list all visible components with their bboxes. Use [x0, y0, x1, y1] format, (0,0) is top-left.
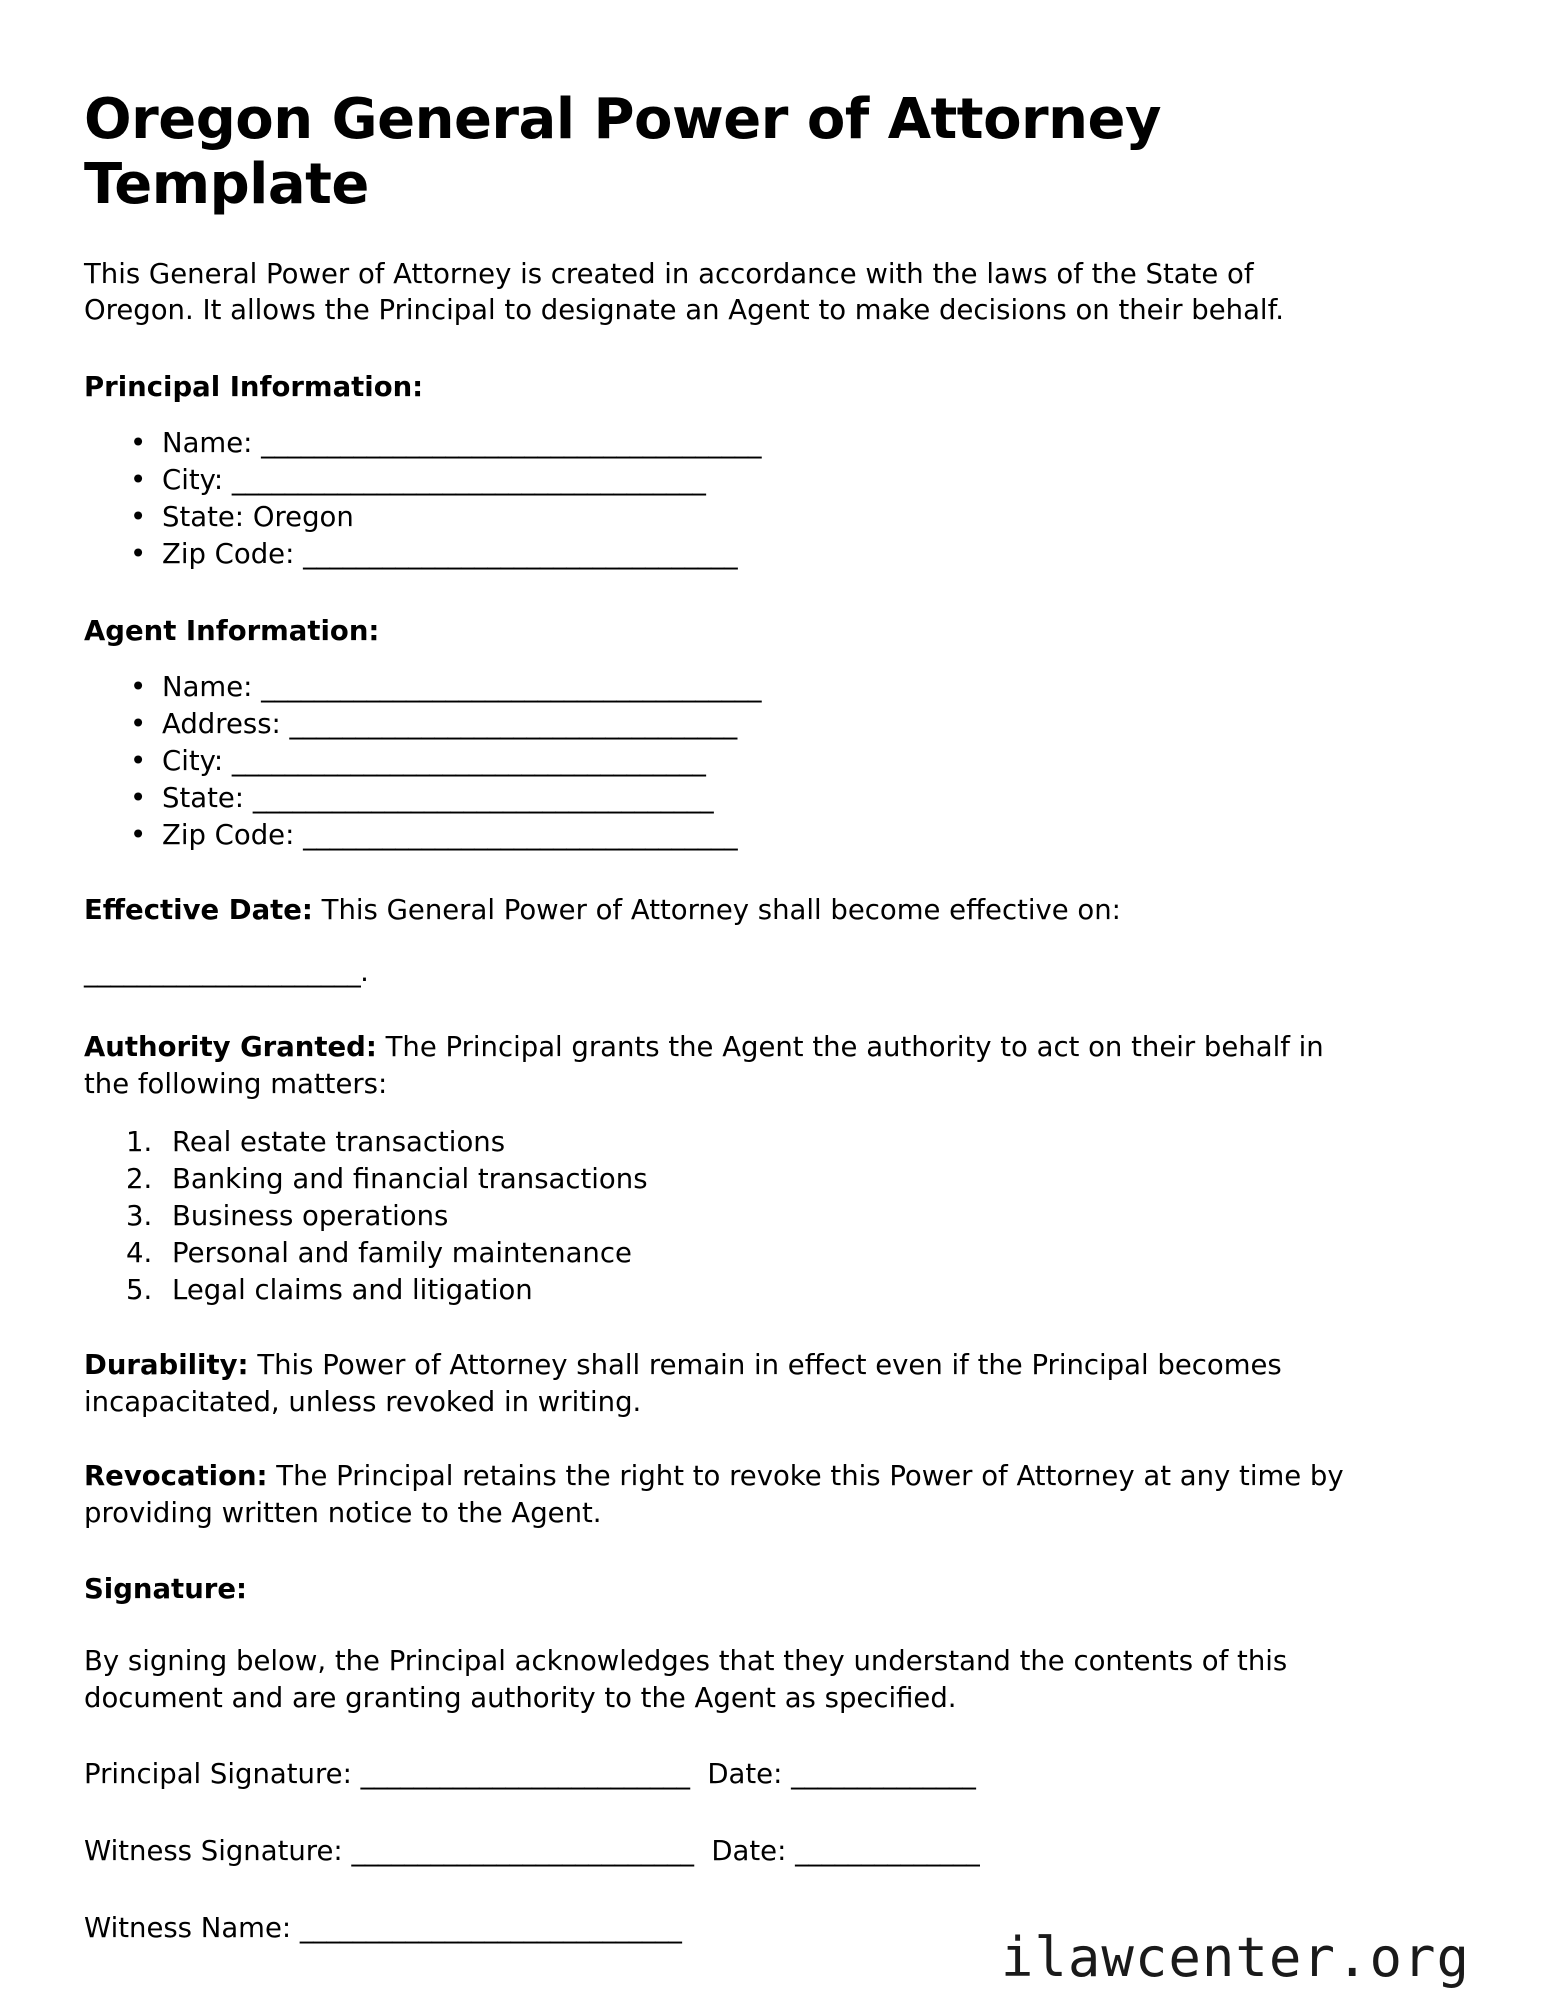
witness-name-label: Witness Name:	[84, 1911, 292, 1944]
principal-signature-label: Principal Signature:	[84, 1758, 352, 1791]
witness-date-blank: ______________	[795, 1835, 980, 1867]
principal-information-heading: Principal Information:	[84, 371, 424, 404]
list-item	[126, 499, 1404, 536]
field-label: City:	[162, 744, 224, 777]
authority-granted-list	[84, 1124, 1404, 1309]
field-blank: ____________________________________	[231, 464, 706, 497]
principal-date-blank: ______________	[791, 1758, 976, 1791]
principal-date-label: Date:	[707, 1758, 783, 1791]
witness-name-blank: _____________________________	[299, 1911, 682, 1944]
authority-granted-label: Authority Granted:	[84, 1031, 377, 1064]
witness-signature-row	[84, 1833, 1404, 1870]
field-blank: ___________________________________	[252, 781, 714, 814]
field-blank: ____________________________________	[231, 744, 706, 777]
witness-date-label: Date:	[711, 1835, 787, 1867]
revocation-text: The Principal retains the right to revoke this Power of Attorney at any time by providing written notice to the Agent.	[84, 1460, 1344, 1529]
authority-granted-paragraph	[84, 1029, 1364, 1102]
field-label: Zip Code:	[162, 818, 295, 851]
durability-text: This Power of Attorney shall remain in effect even if the Principal becomes incapacitated, unless revoked in writing.	[84, 1349, 1282, 1418]
list-item	[126, 425, 1404, 462]
agent-information-heading: Agent Information:	[84, 614, 380, 647]
field-label: City:	[162, 464, 224, 497]
durability-paragraph	[84, 1347, 1364, 1420]
list-item	[126, 780, 1404, 817]
revocation-label: Revocation:	[84, 1460, 268, 1493]
field-label: Name:	[162, 427, 253, 460]
list-item	[126, 669, 1404, 706]
principal-information-list	[84, 425, 1404, 573]
principal-signature-row	[84, 1756, 1404, 1793]
durability-label: Durability:	[84, 1349, 249, 1382]
authority-granted-text: The Principal grants the Agent the authority to act on their behalf in the following matters:	[84, 1031, 1324, 1100]
field-label: Address:	[162, 707, 281, 740]
list-item: Real estate transactions	[172, 1126, 506, 1159]
list-item	[126, 743, 1404, 780]
revocation-paragraph	[84, 1458, 1364, 1531]
list-item: Banking and financial transactions	[172, 1163, 648, 1196]
signature-heading: Signature:	[84, 1573, 247, 1606]
watermark: ilawcenter.org	[1000, 1926, 1470, 1989]
document-body	[84, 88, 1404, 1946]
intro-paragraph: This General Power of Attorney is created in accordance with the laws of the State of Oregon. It allows the Principal to designate an Agent to make decisions on their behalf.	[84, 257, 1284, 327]
signature-statement: By signing below, the Principal acknowledges that they understand the contents of this document and are granting authority to the Agent as specified.	[84, 1645, 1288, 1714]
witness-signature-label: Witness Signature:	[84, 1835, 343, 1867]
effective-date-paragraph	[84, 892, 1364, 929]
field-blank: ______________________________________	[261, 670, 761, 703]
list-item	[126, 817, 1404, 854]
field-blank: ______________________________________	[261, 427, 761, 460]
agent-information-list	[84, 669, 1404, 854]
field-blank: __________________________________	[289, 707, 737, 740]
field-label: Zip Code:	[162, 537, 295, 570]
list-item	[126, 706, 1404, 743]
effective-date-terminator: .	[360, 956, 369, 989]
list-item	[126, 462, 1404, 499]
list-item: Personal and family maintenance	[172, 1237, 632, 1270]
list-item: Legal claims and litigation	[172, 1274, 533, 1307]
page-title: Oregon General Power of Attorney Template	[84, 87, 1162, 217]
effective-date-text: This General Power of Attorney shall become effective on:	[321, 893, 1121, 926]
list-item: Business operations	[172, 1200, 449, 1233]
principal-signature-blank: _________________________	[360, 1758, 690, 1791]
field-value: Oregon	[252, 501, 354, 533]
field-label: State:	[162, 781, 245, 814]
effective-date-blank-line	[84, 954, 1404, 991]
field-label: Name:	[162, 670, 253, 703]
witness-signature-blank: __________________________	[351, 1835, 694, 1867]
effective-date-label: Effective Date:	[84, 893, 313, 926]
list-item	[126, 536, 1404, 573]
field-blank: _________________________________	[303, 818, 738, 851]
effective-date-blank: _____________________	[84, 956, 361, 989]
field-label: State:	[162, 501, 245, 533]
field-blank: _________________________________	[303, 537, 738, 570]
